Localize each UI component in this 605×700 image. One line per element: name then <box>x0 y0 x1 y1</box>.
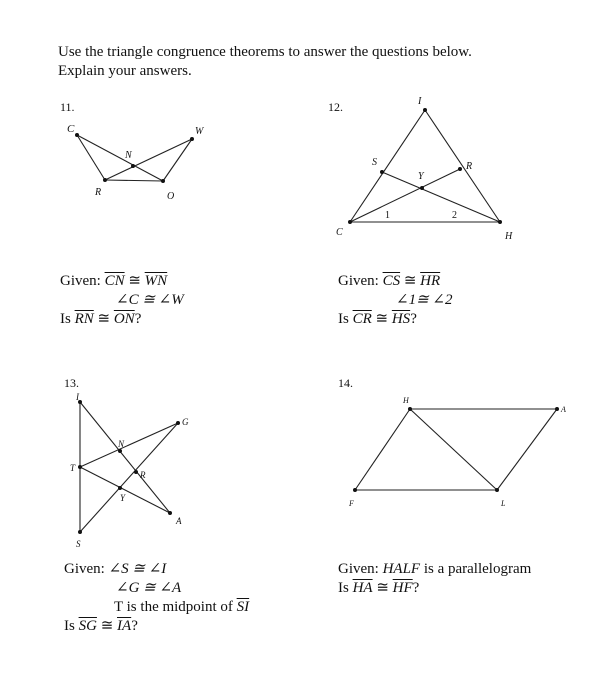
problem-11-figure <box>55 115 215 210</box>
problem-12-question: Is $\overline{CR}$ ≅ $\overline{HS}$? <box>338 311 417 327</box>
problem-12-given-line-1: Given: $\overline{CS}$ ≅ $\overline{HR}$ <box>338 273 441 289</box>
label-a: A <box>561 405 566 414</box>
problem-14-given <box>338 560 531 598</box>
problem-13-given <box>64 560 249 636</box>
problem-14-given-line-1: Given: HALF is a parallelogram <box>338 561 532 577</box>
label-s: S <box>372 157 377 168</box>
label-s: S <box>76 539 81 549</box>
problem-12-given <box>338 272 452 329</box>
label-n: N <box>118 439 125 449</box>
label-l: L <box>501 499 506 508</box>
label-h: H <box>403 396 409 405</box>
problem-14-question: Is $\overline{HA}$ ≅ $\overline{HF}$? <box>338 580 420 596</box>
problem-11-given-line-1: Given: $\overline{CN}$ ≅ $\overline{WN}$ <box>60 273 168 289</box>
label-a: A <box>176 516 182 526</box>
problem-13-question: Is $\overline{SG}$ ≅ $\overline{IA}$? <box>64 618 138 634</box>
angle-1-label: 1 <box>385 210 390 221</box>
label-r: R <box>466 161 473 172</box>
label-g: G <box>182 417 189 427</box>
label-i: I <box>76 392 79 402</box>
label-n: N <box>125 150 132 161</box>
problem-13-given-line-2: ∠G ≅ ∠A <box>116 580 182 596</box>
problem-14-number: 14. <box>338 376 353 390</box>
label-i: I <box>418 96 422 107</box>
label-t: T <box>70 463 76 473</box>
problem-11-number: 11. <box>60 100 75 114</box>
problem-13-number: 13. <box>64 376 79 390</box>
problem-12-figure <box>330 92 530 242</box>
label-o: O <box>167 191 175 202</box>
angle-2-label: 2 <box>452 210 457 221</box>
problem-13-given-line-1: Given: ∠S ≅ ∠I <box>64 561 167 577</box>
instructions-line-1: Use the triangle congruence theorems to answer the questions below. <box>58 44 472 60</box>
label-r: R <box>95 187 102 198</box>
problem-11-given <box>60 272 184 329</box>
problem-13-given-line-3: T is the midpoint of $\overline{SI}$ <box>114 599 250 615</box>
label-f: F <box>349 499 354 508</box>
problem-12-given-line-2: ∠1≅ ∠2 <box>396 292 453 308</box>
label-r: R <box>140 470 146 480</box>
instructions <box>58 43 578 81</box>
problem-14-figure <box>335 390 575 520</box>
problem-13-figure <box>60 390 210 555</box>
label-y: Y <box>120 493 126 503</box>
label-y: Y <box>418 171 424 182</box>
label-c: C <box>67 123 75 135</box>
instructions-line-2: Explain your answers. <box>58 63 192 79</box>
problem-12-number: 12. <box>328 100 343 114</box>
label-h: H <box>505 231 513 242</box>
label-w: W <box>195 126 204 137</box>
label-c: C <box>336 227 343 238</box>
problem-11-given-line-2: ∠C ≅ ∠W <box>116 292 184 308</box>
problem-11-question: Is $\overline{RN}$ ≅ $\overline{ON}$? <box>60 311 142 327</box>
